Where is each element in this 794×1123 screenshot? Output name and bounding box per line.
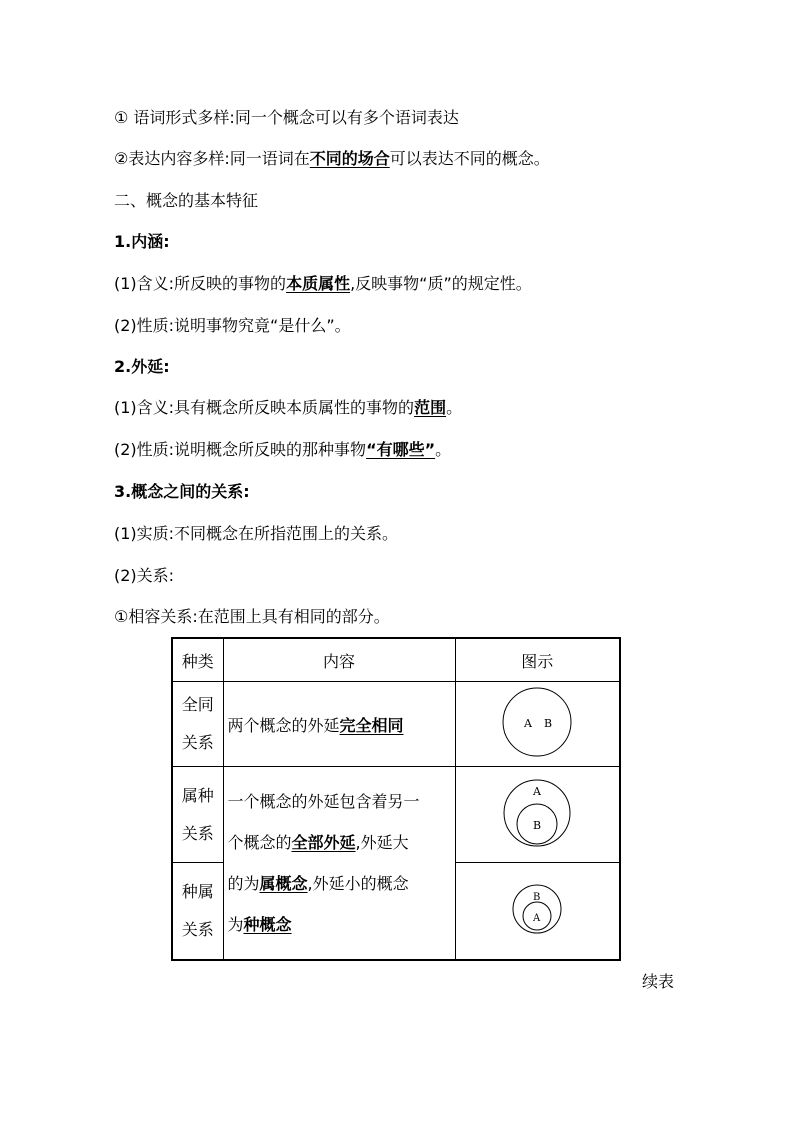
line-meaning-variety [114,149,550,169]
genus-species-label-a: A [533,784,542,798]
kind-species-genus-line1: 种属 [181,881,214,901]
header-kind: 种类 [172,638,223,682]
text-l9c: 。 [435,440,452,459]
text-l9a: (2)性质:说明概念所反映的那种事物 [114,440,367,459]
table-header-row [172,638,620,682]
text-l8a: (1)含义:具有概念所反映本质属性的事物的 [114,398,415,417]
text-l13: ①相容关系:在范围上具有相同的部分。 [114,607,390,626]
genus-species-diagram [497,773,577,853]
content-identity [223,682,455,767]
header-diagram: 图示 [455,638,620,682]
heading-intension [114,232,170,252]
kind-genus-species-line2: 关系 [181,823,214,843]
inclusion-line2 [228,822,455,863]
kind-species-genus [172,863,223,960]
inclusion-line4 [228,904,455,945]
emph-genus-concept: 属概念 [259,873,308,893]
identity-label-a: A [524,717,533,730]
kind-species-genus-line2: 关系 [181,919,214,939]
text-l6: (2)性质:说明事物究竟“是什么”。 [114,316,351,335]
text-l11: (1)实质:不同概念在所指范围上的关系。 [114,524,399,543]
content-identity-text: 两个概念的外延 [227,715,340,735]
emph-essential-attribute: 本质属性 [286,274,351,293]
line-relations-essence [114,524,398,544]
inclusion-line2-a: 个概念的 [227,832,292,852]
inclusion-line4-a: 为 [227,914,244,934]
text-l4: 1.内涵: [114,232,170,251]
kind-identity-line1: 全同 [181,695,214,714]
emph-species-concept: 种概念 [243,914,292,934]
diagram-genus-species [455,767,620,863]
inclusion-line1: 一个概念的外延包含着另一 [227,791,420,811]
text-l2c: 可以表达不同的概念。 [389,149,550,168]
heading-relations [114,482,250,502]
text-l5c: ,反映事物“质”的规定性。 [350,274,532,293]
species-genus-label-a: A [533,912,541,924]
kind-identity-line2: 关系 [181,733,214,752]
content-inclusion [223,767,455,960]
identity-label-b: B [544,717,553,730]
text-l12: (2)关系: [114,566,175,585]
heading-extension [114,357,170,377]
line-extension-nature [114,440,451,460]
line-intension-nature [114,316,351,336]
emph-all-extension: 全部外延 [291,832,356,852]
identity-circle-diagram [497,682,577,762]
inclusion-line3-c: ,外延小的概念 [307,873,409,893]
species-genus-diagram [502,874,572,944]
text-l8c: 。 [446,398,463,417]
identity-circle [503,688,571,756]
diagram-species-genus [455,863,620,960]
line-relations-label [114,566,174,586]
emph-scope: 范围 [414,398,447,417]
kind-genus-species-line1: 属种 [181,785,214,805]
section-heading-features [114,191,258,211]
diagram-identity [455,682,620,767]
emph-which-ones: “有哪些” [366,440,436,459]
concept-relations-table [171,637,621,961]
line-word-forms [114,108,459,128]
text-l1: ① 语词形式多样:同一个概念可以有多个语词表达 [114,108,459,127]
emph-exactly-same: 完全相同 [339,715,404,735]
emph-different-contexts: 不同的场合 [309,149,390,168]
inclusion-line3-a: 的为 [227,873,260,893]
kind-identity [172,682,223,767]
line-intension-meaning [114,274,532,294]
text-l3: 二、概念的基本特征 [114,191,259,210]
line-extension-meaning [114,398,462,418]
text-l2a: ②表达内容多样:同一语词在 [114,149,310,168]
kind-genus-species [172,767,223,863]
species-genus-label-b: B [533,891,541,903]
text-l5a: (1)含义:所反映的事物的 [114,274,287,293]
continued-table-label: 续表 [642,972,675,991]
genus-species-label-b: B [533,818,542,832]
line-compatible-relation [114,607,390,627]
inclusion-line3 [228,863,455,904]
text-l7: 2.外延: [114,357,170,376]
table-row-genus-species [172,767,620,863]
table-row-identity [172,682,620,767]
header-content: 内容 [223,638,455,682]
text-l10: 3.概念之间的关系: [114,482,250,501]
inclusion-line2-c: ,外延大 [355,832,409,852]
